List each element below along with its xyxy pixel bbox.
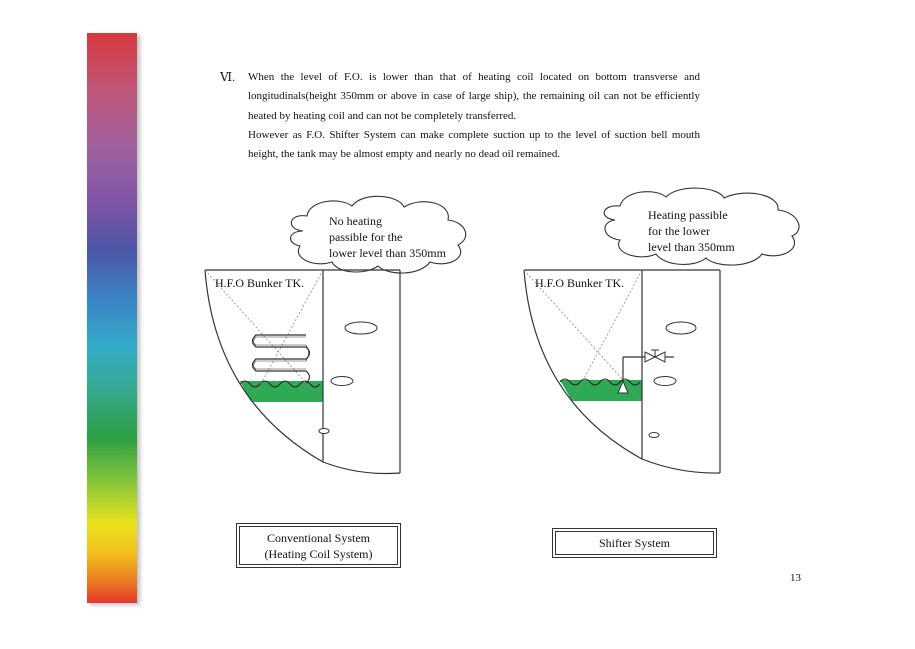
page-number: 13	[790, 572, 801, 584]
access-hole-middle-left	[331, 377, 353, 386]
adjacent-bottom-right	[642, 459, 720, 473]
cloud-left-line2: passible for the	[329, 230, 403, 244]
caption-conventional-line2: (Heating Coil System)	[264, 546, 373, 561]
access-hole-upper-right	[666, 322, 696, 334]
cloud-left-line3: lower level than 350mm	[329, 246, 446, 260]
caption-conventional-line1: Conventional System	[267, 530, 370, 545]
access-hole-middle-right	[654, 377, 676, 386]
access-hole-lower-left	[319, 429, 329, 434]
cloud-right-line1: Heating passible	[648, 208, 728, 222]
oil-level-right	[560, 380, 642, 401]
caption-conventional-inner	[239, 526, 398, 565]
caption-conventional-system	[236, 523, 401, 568]
caption-shifter-inner	[555, 531, 714, 555]
shifter-system-diagram	[524, 188, 799, 473]
conventional-system-diagram	[205, 196, 466, 473]
cloud-left-line1: No heating	[329, 214, 382, 228]
tank-label-left: H.F.O Bunker TK.	[215, 276, 305, 290]
cloud-right-line2: for the lower	[648, 224, 710, 238]
access-hole-upper-left	[345, 322, 377, 334]
paragraph-shifter-system: However as F.O. Shifter System can make complete suction up to the level of suction bell mouth height, the tank may be almost empty and nearly no dead oil remained.	[248, 128, 700, 161]
caption-shifter-text: Shifter System	[599, 536, 670, 550]
heating-coil	[253, 335, 310, 383]
access-hole-lower-right	[649, 433, 659, 438]
section-number: Ⅵ.	[220, 70, 236, 84]
paragraph-heating-coil: When the level of F.O. is lower than that of heating coil located on bottom transverse and longitudinals(height 350mm or above in case of large ship), the remaining oil can not be efficiently heated by heating coil and can not be completely transferred.	[248, 71, 700, 122]
tank-hull-right	[524, 270, 642, 459]
heating-coil-inner	[254, 337, 309, 369]
adjacent-bottom-left	[323, 462, 400, 474]
cloud-right-line3: level than 350mm	[648, 240, 735, 254]
caption-shifter-system	[552, 528, 717, 558]
tank-label-right: H.F.O Bunker TK.	[535, 276, 625, 290]
tank-hull-left	[205, 270, 323, 462]
